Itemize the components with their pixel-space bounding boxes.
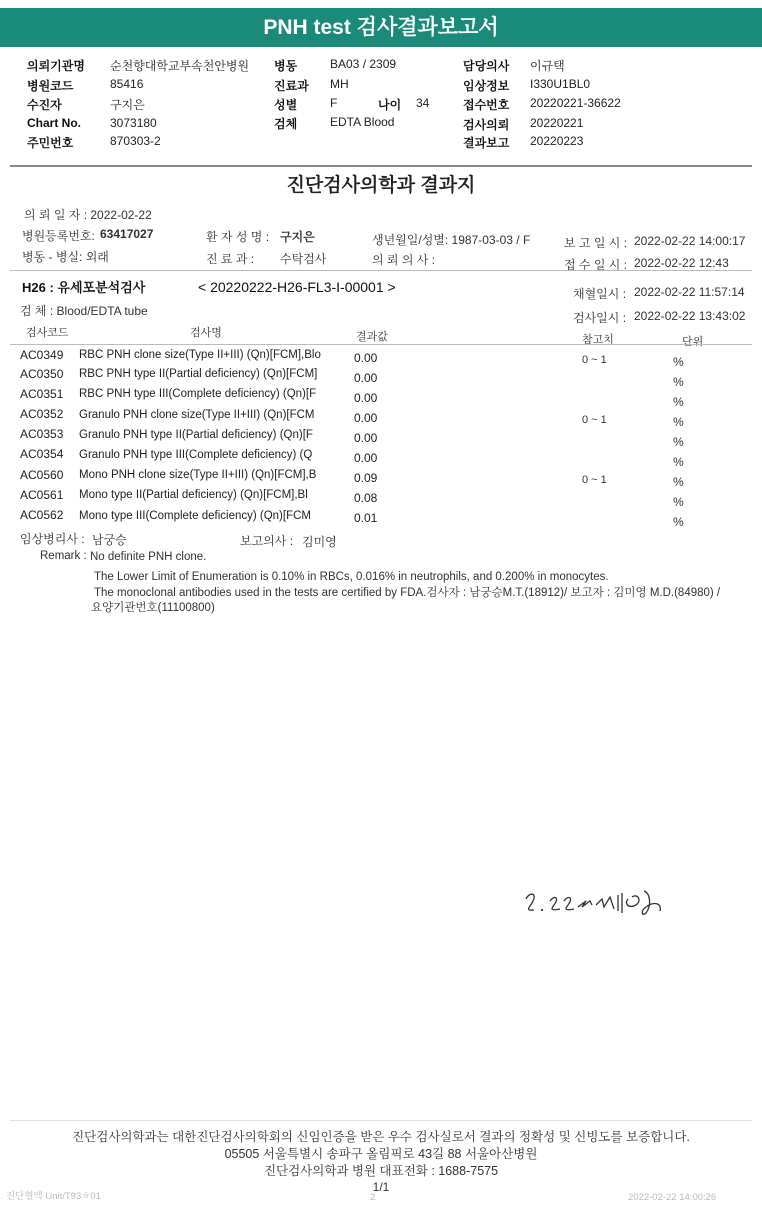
receipt-date-label: 접 수 일 시 :: [564, 258, 628, 272]
row-name: Mono type III(Complete deficiency) (Qn)[FCM: [79, 510, 311, 522]
row-name: Mono type II(Partial deficiency) (Qn)[FCM],Bl: [79, 489, 308, 501]
receipt-value: 20220221-36622: [530, 96, 621, 110]
section-divider-top: [10, 270, 752, 271]
row-value: 0.01: [354, 511, 378, 525]
row-value: 0.09: [354, 471, 378, 485]
ward-label: 병동: [274, 59, 298, 73]
row-value: 0.08: [354, 491, 378, 505]
specimen-value: EDTA Blood: [330, 115, 395, 129]
col-code-header: 검사코드: [26, 327, 69, 339]
row-value: 0.00: [354, 351, 378, 365]
row-code: AC0352: [20, 407, 64, 421]
tested-value: 2022-02-22 13:43:02: [634, 309, 746, 323]
row-code: AC0354: [20, 447, 64, 461]
report-date-label: 보 고 일 시 :: [564, 236, 628, 250]
row-unit: %: [673, 475, 684, 489]
request-value: 20220221: [530, 116, 584, 130]
institution-label: 의뢰기관명: [27, 59, 85, 73]
row-ref: 0 ~ 1: [582, 474, 607, 486]
report-date-value: 2022-02-22 14:00:17: [634, 234, 746, 248]
row-code: AC0349: [20, 348, 64, 362]
row-value: 0.00: [354, 431, 378, 445]
row-code: AC0561: [20, 488, 64, 502]
collect-label: 채혈일시 :: [573, 287, 627, 301]
doctor-label: 담당의사: [463, 59, 510, 73]
row-unit: %: [673, 495, 684, 509]
rrn-label: 주민번호: [27, 136, 74, 150]
dept-line-value: 수탁검사: [280, 252, 327, 266]
request-label: 검사의뢰: [463, 118, 510, 132]
row-code: AC0560: [20, 468, 64, 482]
row-name: RBC PNH clone size(Type II+III) (Qn)[FCM],Blo: [79, 349, 321, 361]
row-unit: %: [673, 415, 684, 429]
patient-value: 구지은: [110, 98, 145, 112]
section-title: H26 : 유세포분석검사: [22, 280, 146, 295]
patient-name-label: 환 자 성 명 :: [206, 230, 270, 244]
row-name: RBC PNH type II(Partial deficiency) (Qn)[FCM]: [79, 368, 318, 380]
accession-number: < 20220222-H26-FL3-I-00001 >: [198, 279, 396, 295]
remark-line-2: The Lower Limit of Enumeration is 0.10% in RBCs, 0.016% in neutrophils, and 0.200% in monocytes.: [94, 571, 609, 583]
pathologist-value: 남궁승: [92, 533, 127, 547]
specimen-label: 검체: [274, 117, 298, 131]
footer-address: 05505 서울특별시 송파구 올림픽로 43길 88 서울아산병원: [224, 1147, 538, 1161]
chart-value: 3073180: [110, 116, 157, 130]
clinical-label: 임상정보: [463, 79, 510, 93]
reporter-value: 김미영: [302, 535, 337, 549]
patient-label: 수진자: [27, 98, 62, 112]
report-title: 진단검사의학과 결과지: [286, 175, 476, 196]
row-unit: %: [673, 455, 684, 469]
handwritten-signature: [520, 883, 680, 923]
tested-label: 검사일시 :: [573, 311, 627, 325]
dept-label: 진료과: [274, 79, 309, 93]
specimen-line: 검 체 : Blood/EDTA tube: [20, 304, 148, 318]
institution-value: 순천향대학교부속천안병원: [110, 59, 250, 73]
remark-line-1: No definite PNH clone.: [90, 551, 207, 563]
col-name-header: 검사명: [190, 327, 222, 339]
pathologist-label: 임상병리사 :: [20, 532, 85, 546]
ward-value: BA03 / 2309: [330, 57, 397, 71]
reporter-label: 보고의사 :: [240, 534, 294, 548]
row-code: AC0562: [20, 508, 64, 522]
footer-faint-mid: 2: [370, 1192, 376, 1203]
row-ref: 0 ~ 1: [582, 414, 607, 426]
row-code: AC0351: [20, 387, 64, 401]
row-name: Granulo PNH clone size(Type II+III) (Qn)[FCM: [79, 409, 315, 421]
footer-faint-left: 진단혈액 Unit/T93ㅎ01: [6, 1191, 101, 1202]
birth-sex: 생년월일/성별: 1987-03-03 / F: [372, 233, 531, 247]
footer-contact: 진단검사의학과 병원 대표전화 : 1688-7575: [263, 1164, 499, 1178]
col-ref-header: 참고치: [582, 334, 614, 346]
hospital-code-label: 병원코드: [27, 79, 74, 93]
age-label: 나이: [378, 98, 402, 112]
report-value: 20220223: [530, 134, 584, 148]
row-code: AC0350: [20, 367, 64, 381]
requester: 의 뢰 의 사 :: [372, 253, 436, 267]
reg-no-label: 병원등록번호:: [22, 229, 95, 243]
remark-line-4: 요양기관번호(11100800): [91, 602, 215, 614]
dept-line-label: 진 료 과 :: [206, 252, 255, 266]
report-label: 결과보고: [463, 136, 510, 150]
footer-certification: 진단검사의학과는 대한진단검사의학회의 신임인증을 받은 우수 검사실로서 결과의 정확성 및 신빙도를 보증합니다.: [72, 1130, 690, 1144]
row-unit: %: [673, 375, 684, 389]
header-divider: [10, 165, 752, 167]
row-name: Granulo PNH type III(Complete deficiency) (Q: [79, 449, 313, 461]
doctor-value: 이규택: [530, 59, 565, 73]
ward-line: 병동 - 병실: 외래: [22, 250, 109, 264]
footer-faint-right: 2022-02-22 14:00:26: [628, 1192, 717, 1203]
row-name: Mono PNH clone size(Type II+III) (Qn)[FCM],B: [79, 469, 317, 481]
remark-label: Remark :: [40, 550, 87, 562]
row-value: 0.00: [354, 371, 378, 385]
row-code: AC0353: [20, 427, 64, 441]
footer-divider: [10, 1120, 752, 1121]
chart-label: Chart No.: [27, 116, 81, 130]
row-name: RBC PNH type III(Complete deficiency) (Qn)[F: [79, 388, 317, 400]
row-unit: %: [673, 435, 684, 449]
row-value: 0.00: [354, 411, 378, 425]
page-title: PNH test 검사결과보고서: [263, 16, 499, 39]
row-ref: 0 ~ 1: [582, 354, 607, 366]
hospital-code-value: 85416: [110, 77, 144, 91]
row-unit: %: [673, 515, 684, 529]
row-value: 0.00: [354, 391, 378, 405]
collect-value: 2022-02-22 11:57:14: [634, 285, 745, 299]
receipt-label: 접수번호: [463, 98, 510, 112]
clinical-value: I330U1BL0: [530, 77, 591, 91]
age-value: 34: [416, 96, 430, 110]
request-date: 의 뢰 일 자 : 2022-02-22: [24, 208, 152, 222]
row-name: Granulo PNH type II(Partial deficiency) (Qn)[F: [79, 429, 313, 441]
row-unit: %: [673, 395, 684, 409]
page-number: 1/1: [372, 1180, 390, 1194]
row-value: 0.00: [354, 451, 378, 465]
dept-value: MH: [330, 77, 349, 91]
col-value-header: 결과값: [356, 331, 388, 343]
col-unit-header: 단위: [682, 336, 704, 348]
remark-line-3: The monoclonal antibodies used in the tests are certified by FDA.검사자 : 남궁승M.T.(18912)/ 보고자 : 김미영 M.D.(84980) /: [94, 587, 721, 599]
reg-no-value: 63417027: [100, 227, 154, 241]
rrn-value: 870303-2: [110, 134, 161, 148]
row-unit: %: [673, 355, 684, 369]
sex-value: F: [330, 96, 338, 110]
table-header-divider: [10, 344, 752, 345]
receipt-date-value: 2022-02-22 12:43: [634, 256, 729, 270]
patient-name-value: 구지은: [280, 230, 315, 244]
sex-label: 성별: [274, 98, 298, 112]
